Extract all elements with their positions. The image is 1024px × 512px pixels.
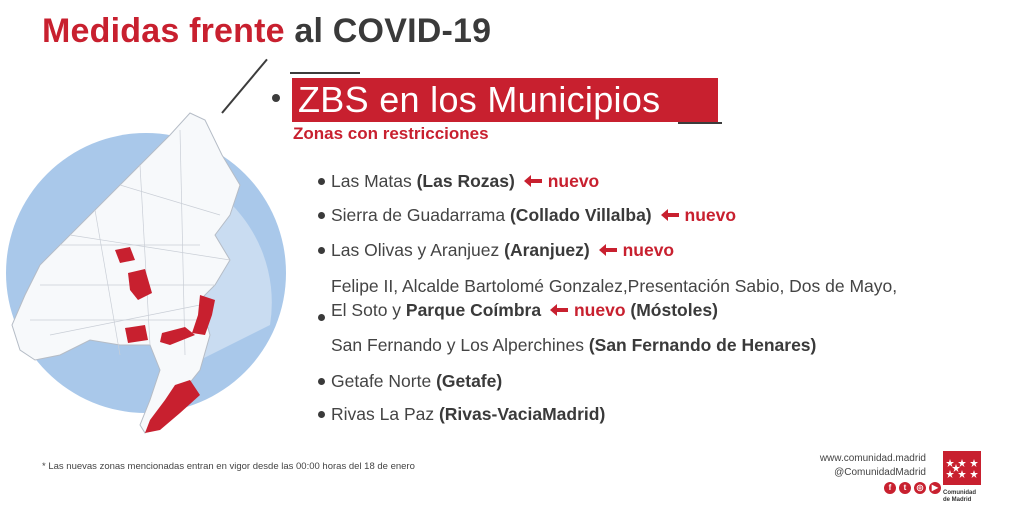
- arrow-left-icon: [661, 209, 679, 221]
- section-title: ZBS en los Municipios: [298, 79, 661, 120]
- madrid-map-graphic: [0, 95, 300, 445]
- instagram-icon[interactable]: ◎: [914, 482, 926, 494]
- bullet-icon: [318, 411, 325, 418]
- page-title: [42, 12, 491, 51]
- social-icons: [884, 482, 941, 494]
- twitter-handle[interactable]: @ComunidadMadrid: [834, 467, 926, 478]
- section-title-box: [292, 78, 718, 122]
- contact-info: [820, 452, 926, 480]
- arrow-left-icon: [550, 304, 568, 316]
- title-box-deco-top: [290, 72, 360, 74]
- title-box-deco-bottom: [678, 122, 722, 124]
- list-item: Getafe Norte (Getafe): [318, 371, 502, 392]
- footnote: * Las nuevas zonas mencionadas entran en vigor desde las 00:00 horas del 18 de enero: [42, 461, 415, 472]
- list-item: El Soto y Parque Coímbra nuevo (Móstoles): [318, 300, 718, 321]
- youtube-icon[interactable]: ▶: [929, 482, 941, 494]
- website-link[interactable]: www.comunidad.madrid: [819, 453, 926, 464]
- section-subtitle: Zonas con restricciones: [293, 124, 489, 143]
- connector-dot: [272, 94, 280, 102]
- logo-label: Comunidad de Madrid: [943, 490, 976, 503]
- arrow-left-icon: [599, 244, 617, 256]
- bullet-icon: [318, 378, 325, 385]
- bullet-icon: [318, 178, 325, 185]
- list-item: Las Olivas y Aranjuez (Aranjuez) nuevo: [318, 240, 674, 261]
- bullet-icon: [318, 314, 325, 321]
- list-item-line1: Felipe II, Alcalde Bartolomé Gonzalez,Presentación Sabio, Dos de Mayo,: [331, 276, 898, 296]
- bullet-icon: [318, 247, 325, 254]
- logo-flag: [943, 451, 981, 485]
- title-highlight: Medidas frente: [42, 12, 285, 50]
- list-item: Sierra de Guadarrama (Collado Villalba) nuevo: [318, 205, 736, 226]
- arrow-left-icon: [524, 175, 542, 187]
- list-item: San Fernando y Los Alperchines (San Fernando de Henares): [331, 335, 817, 355]
- bullet-icon: [318, 212, 325, 219]
- list-item: Rivas La Paz (Rivas-VaciaMadrid): [318, 404, 605, 425]
- facebook-icon[interactable]: f: [884, 482, 896, 494]
- list-item: Las Matas (Las Rozas) nuevo: [318, 171, 599, 192]
- comunidad-madrid-logo: [943, 451, 981, 503]
- twitter-icon[interactable]: t: [899, 482, 911, 494]
- title-rest: al COVID-19: [294, 12, 492, 50]
- madrid-map: [0, 95, 300, 445]
